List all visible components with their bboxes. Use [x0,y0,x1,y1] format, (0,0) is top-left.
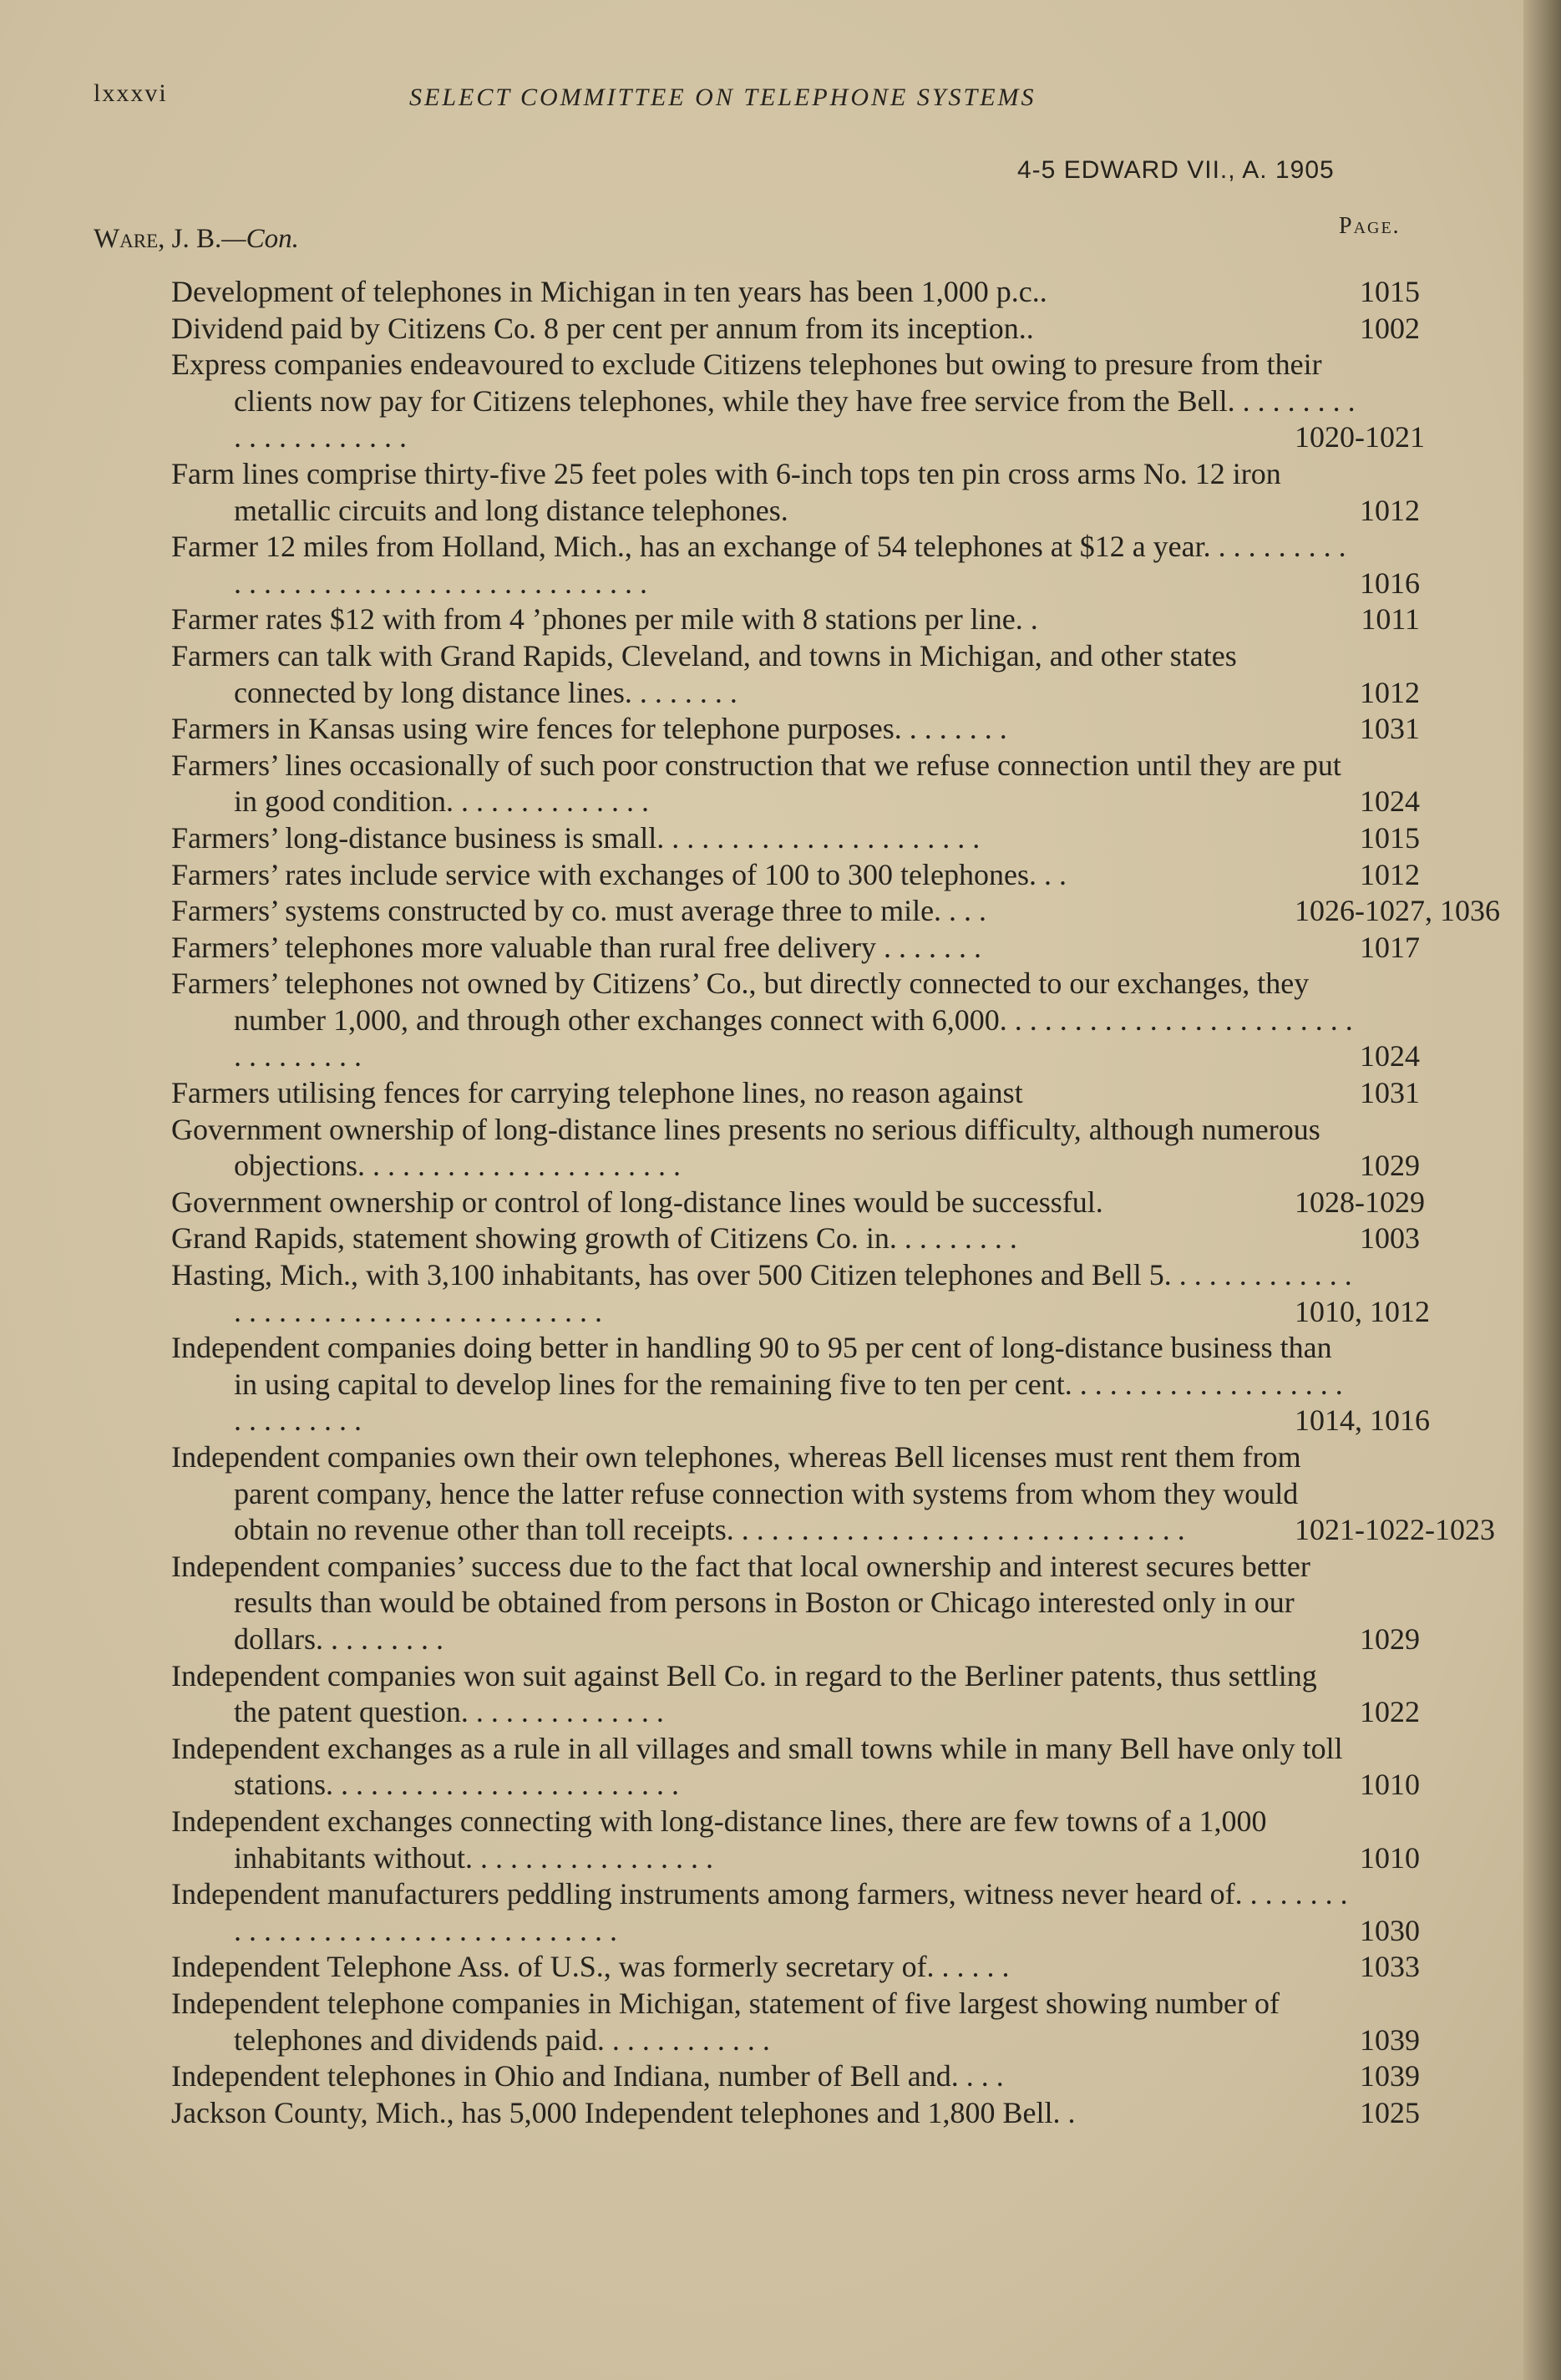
index-entry [171,1112,1420,1185]
index-entry [171,1949,1420,1986]
entry-page-reference: 1015 [1360,820,1420,855]
index-entry [171,857,1420,894]
entry-page-reference: 1010 [1360,1768,1420,1802]
entry-page-reference: 1012 [1360,857,1420,891]
entry-text: Development of telephones in Michigan in ten years has been 1,000 p.c.. [171,275,1047,308]
index-subject [94,224,299,255]
entry-text: Independent telephones in Ohio and Indiana, number of Bell and. . . . [171,2059,1004,2093]
entry-text: Farmers’ lines occasionally of such poor construction that we refuse connection until they are put in good condition. . . . . . . . . . . . . . [171,748,1341,819]
index-entry [171,711,1420,748]
entry-page-reference: 1016 [1360,566,1420,600]
entry-page-reference: 1014, 1016 [1295,1403,1430,1438]
entry-page-reference: 1012 [1360,675,1420,709]
entry-page-reference: 1031 [1360,1076,1420,1110]
entry-text: Independent companies doing better in handling 90 to 95 per cent of long-distance business than in using capital to develop lines for the remaining five to ten per cent. . . . . . . . . . . . . . . . . . . . . . . . . . . . [171,1331,1343,1438]
entry-text: Jackson County, Mich., has 5,000 Independent telephones and 1,800 Bell. . [171,2095,1076,2129]
entry-text: Government ownership of long-distance lines presents no serious difficulty, although numerous objections. . . . . . . . . . . . . . . . . . . . . . [171,1112,1320,1183]
entry-text: Farmers’ long-distance business is small. . . . . . . . . . . . . . . . . . . . . . [171,820,981,855]
page-folio: lxxxvi [94,79,168,107]
entry-page-reference: 1029 [1360,1149,1420,1183]
entry-text: Farmers in Kansas using wire fences for telephone purposes. . . . . . . . [171,712,1007,746]
entry-text: Independent exchanges as a rule in all villages and small towns while in many Bell have only toll stations. . . . . . . . . . . . . . . . . . . . . . . . [171,1731,1343,1802]
index-entry [171,1257,1430,1330]
entry-page-reference: 1030 [1360,1913,1420,1947]
index-entry [171,311,1420,348]
index-entry [171,893,1500,930]
index-entry [171,274,1420,311]
entry-page-reference: 1025 [1360,2095,1420,2129]
index-entry [171,930,1420,967]
index-entry [171,1876,1420,1949]
entry-text: Independent companies’ success due to the fact that local ownership and interest secures better results than would be obtained from persons in Boston or Chicago interested only in our dollars. . . . . . . . . [171,1549,1310,1656]
entry-text: Farmer 12 miles from Holland, Mich., has an exchange of 54 telephones at $12 a year. . . . . . . . . . . . . . . . . . . . . . . . . . . . . . . . . . . . . . [171,530,1346,600]
entry-text: Farmers’ telephones more valuable than rural free delivery . . . . . . . [171,930,981,964]
entry-text: Independent manufacturers peddling instruments among farmers, witness never heard of. . . . . . . . . . . . . . . . . . . . . . . . . . . . . . . . . . [171,1877,1348,1947]
subject-continued: —Con. [221,224,299,254]
index-entry [171,2058,1420,2095]
entry-text: Dividend paid by Citizens Co. 8 per cent per annum from its inception.. [171,311,1034,345]
entry-text: Independent exchanges connecting with long-distance lines, there are few towns of a 1,000 inhabitants without. . . . . . . . . . . . . . . . . [171,1804,1267,1875]
index-entry [171,966,1420,1075]
entry-page-reference: 1033 [1360,1950,1420,1984]
index-entry [171,748,1420,820]
page-column-label: Page. [1339,213,1401,239]
index-entry [171,529,1420,601]
entry-text: Farmers utilising fences for carrying telephone lines, no reason against [171,1076,1023,1110]
running-head: SELECT COMMITTEE ON TELEPHONE SYSTEMS [409,84,1036,111]
index-entry [171,1220,1420,1257]
entry-page-reference: 1011 [1361,602,1420,637]
entry-text: Independent companies own their own telephones, whereas Bell licenses must rent them from parent company, hence the latter refuse connection with systems from whom they would obtain no revenue other than toll receipts. . . . . . . . . . . . . . . . . . . . . . . . . . . . . . . [171,1440,1301,1547]
entry-page-reference: 1024 [1360,784,1420,819]
entry-page-reference: 1028-1029 [1295,1185,1425,1219]
entry-text: Grand Rapids, statement showing growth of Citizens Co. in. . . . . . . . . [171,1221,1017,1256]
entry-page-reference: 1022 [1360,1695,1420,1729]
entry-text: Independent companies won suit against Bell Co. in regard to the Berliner patents, thus settling the patent question. . . . . . . . . . . . . . [171,1658,1317,1729]
index-entry [171,1986,1420,2058]
entry-page-reference: 1029 [1360,1621,1420,1656]
index-entries [171,274,1500,2131]
book-gutter [1523,0,1561,2380]
entry-text: Farmers’ telephones not owned by Citizens’ Co., but directly connected to our exchanges, they number 1,000, and through other exchanges connect with 6,000. . . . . . . . . . . . . . . . . . . . . . . . . . . . . . . . . [171,967,1353,1073]
entry-page-reference: 1026-1027, 1036 [1295,894,1500,928]
entry-page-reference: 1017 [1360,930,1420,964]
entry-page-reference: 1012 [1360,493,1420,527]
index-entry [171,820,1420,857]
entry-text: Farmers’ systems constructed by co. must average three to mile. . . . [171,894,987,928]
entry-text: Independent Telephone Ass. of U.S., was formerly secretary of. . . . . . [171,1950,1010,1984]
entry-page-reference: 1010, 1012 [1295,1294,1430,1328]
entry-page-reference: 1002 [1360,311,1420,345]
index-entry [171,456,1420,529]
entry-page-reference: 1015 [1360,275,1420,308]
entry-page-reference: 1039 [1360,2059,1420,2093]
index-entry [171,347,1425,456]
entry-page-reference: 1020-1021 [1295,420,1425,454]
index-entry [171,1439,1495,1549]
index-entry [171,1804,1420,1876]
entry-page-reference: 1031 [1360,712,1420,746]
entry-page-reference: 1021-1022-1023 [1295,1513,1495,1547]
entry-text: Independent telephone companies in Michigan, statement of five largest showing number of telephones and dividends paid. . . . . . . . . . . . [171,1986,1280,2057]
entry-text: Farmers can talk with Grand Rapids, Cleveland, and towns in Michigan, and other states connected by long distance lines. . . . . . . . [171,638,1237,709]
index-entry [171,1549,1420,1658]
entry-text: Farmers’ rates include service with exchanges of 100 to 300 telephones. . . [171,857,1067,891]
index-entry [171,1075,1420,1112]
subject-name: Ware, J. B. [94,224,222,254]
entry-page-reference: 1039 [1360,2022,1420,2057]
entry-text: Express companies endeavoured to exclude Citizens telephones but owing to presure from their clients now pay for Citizens telephones, while they have free service from the Bell. . . . . . . . . . . . . . . . . . . . . [171,348,1356,454]
index-entry [171,601,1420,638]
entry-text: Hasting, Mich., with 3,100 inhabitants, has over 500 Citizen telephones and Bell 5. . . . . . . . . . . . . . . . . . . . . . . . . . . . . . . . . . . . . . [171,1258,1352,1328]
session-reference: 4-5 EDWARD VII., A. 1905 [1017,156,1335,184]
index-entry [171,1185,1425,1221]
index-entry [171,1658,1420,1731]
index-entry [171,2095,1420,2132]
entry-text: Farm lines comprise thirty-five 25 feet poles with 6-inch tops ten pin cross arms No. 12 iron metallic circuits and long distance telephones. [171,456,1281,527]
entry-page-reference: 1003 [1360,1221,1420,1256]
entry-page-reference: 1010 [1360,1840,1420,1875]
index-entry [171,638,1420,711]
entry-text: Farmer rates $12 with from 4 ’phones per mile with 8 stations per line. . [171,602,1038,637]
index-entry [171,1330,1430,1439]
entry-page-reference: 1024 [1360,1039,1420,1073]
entry-text: Government ownership or control of long-distance lines would be successful. [171,1185,1103,1219]
index-entry [171,1731,1420,1804]
